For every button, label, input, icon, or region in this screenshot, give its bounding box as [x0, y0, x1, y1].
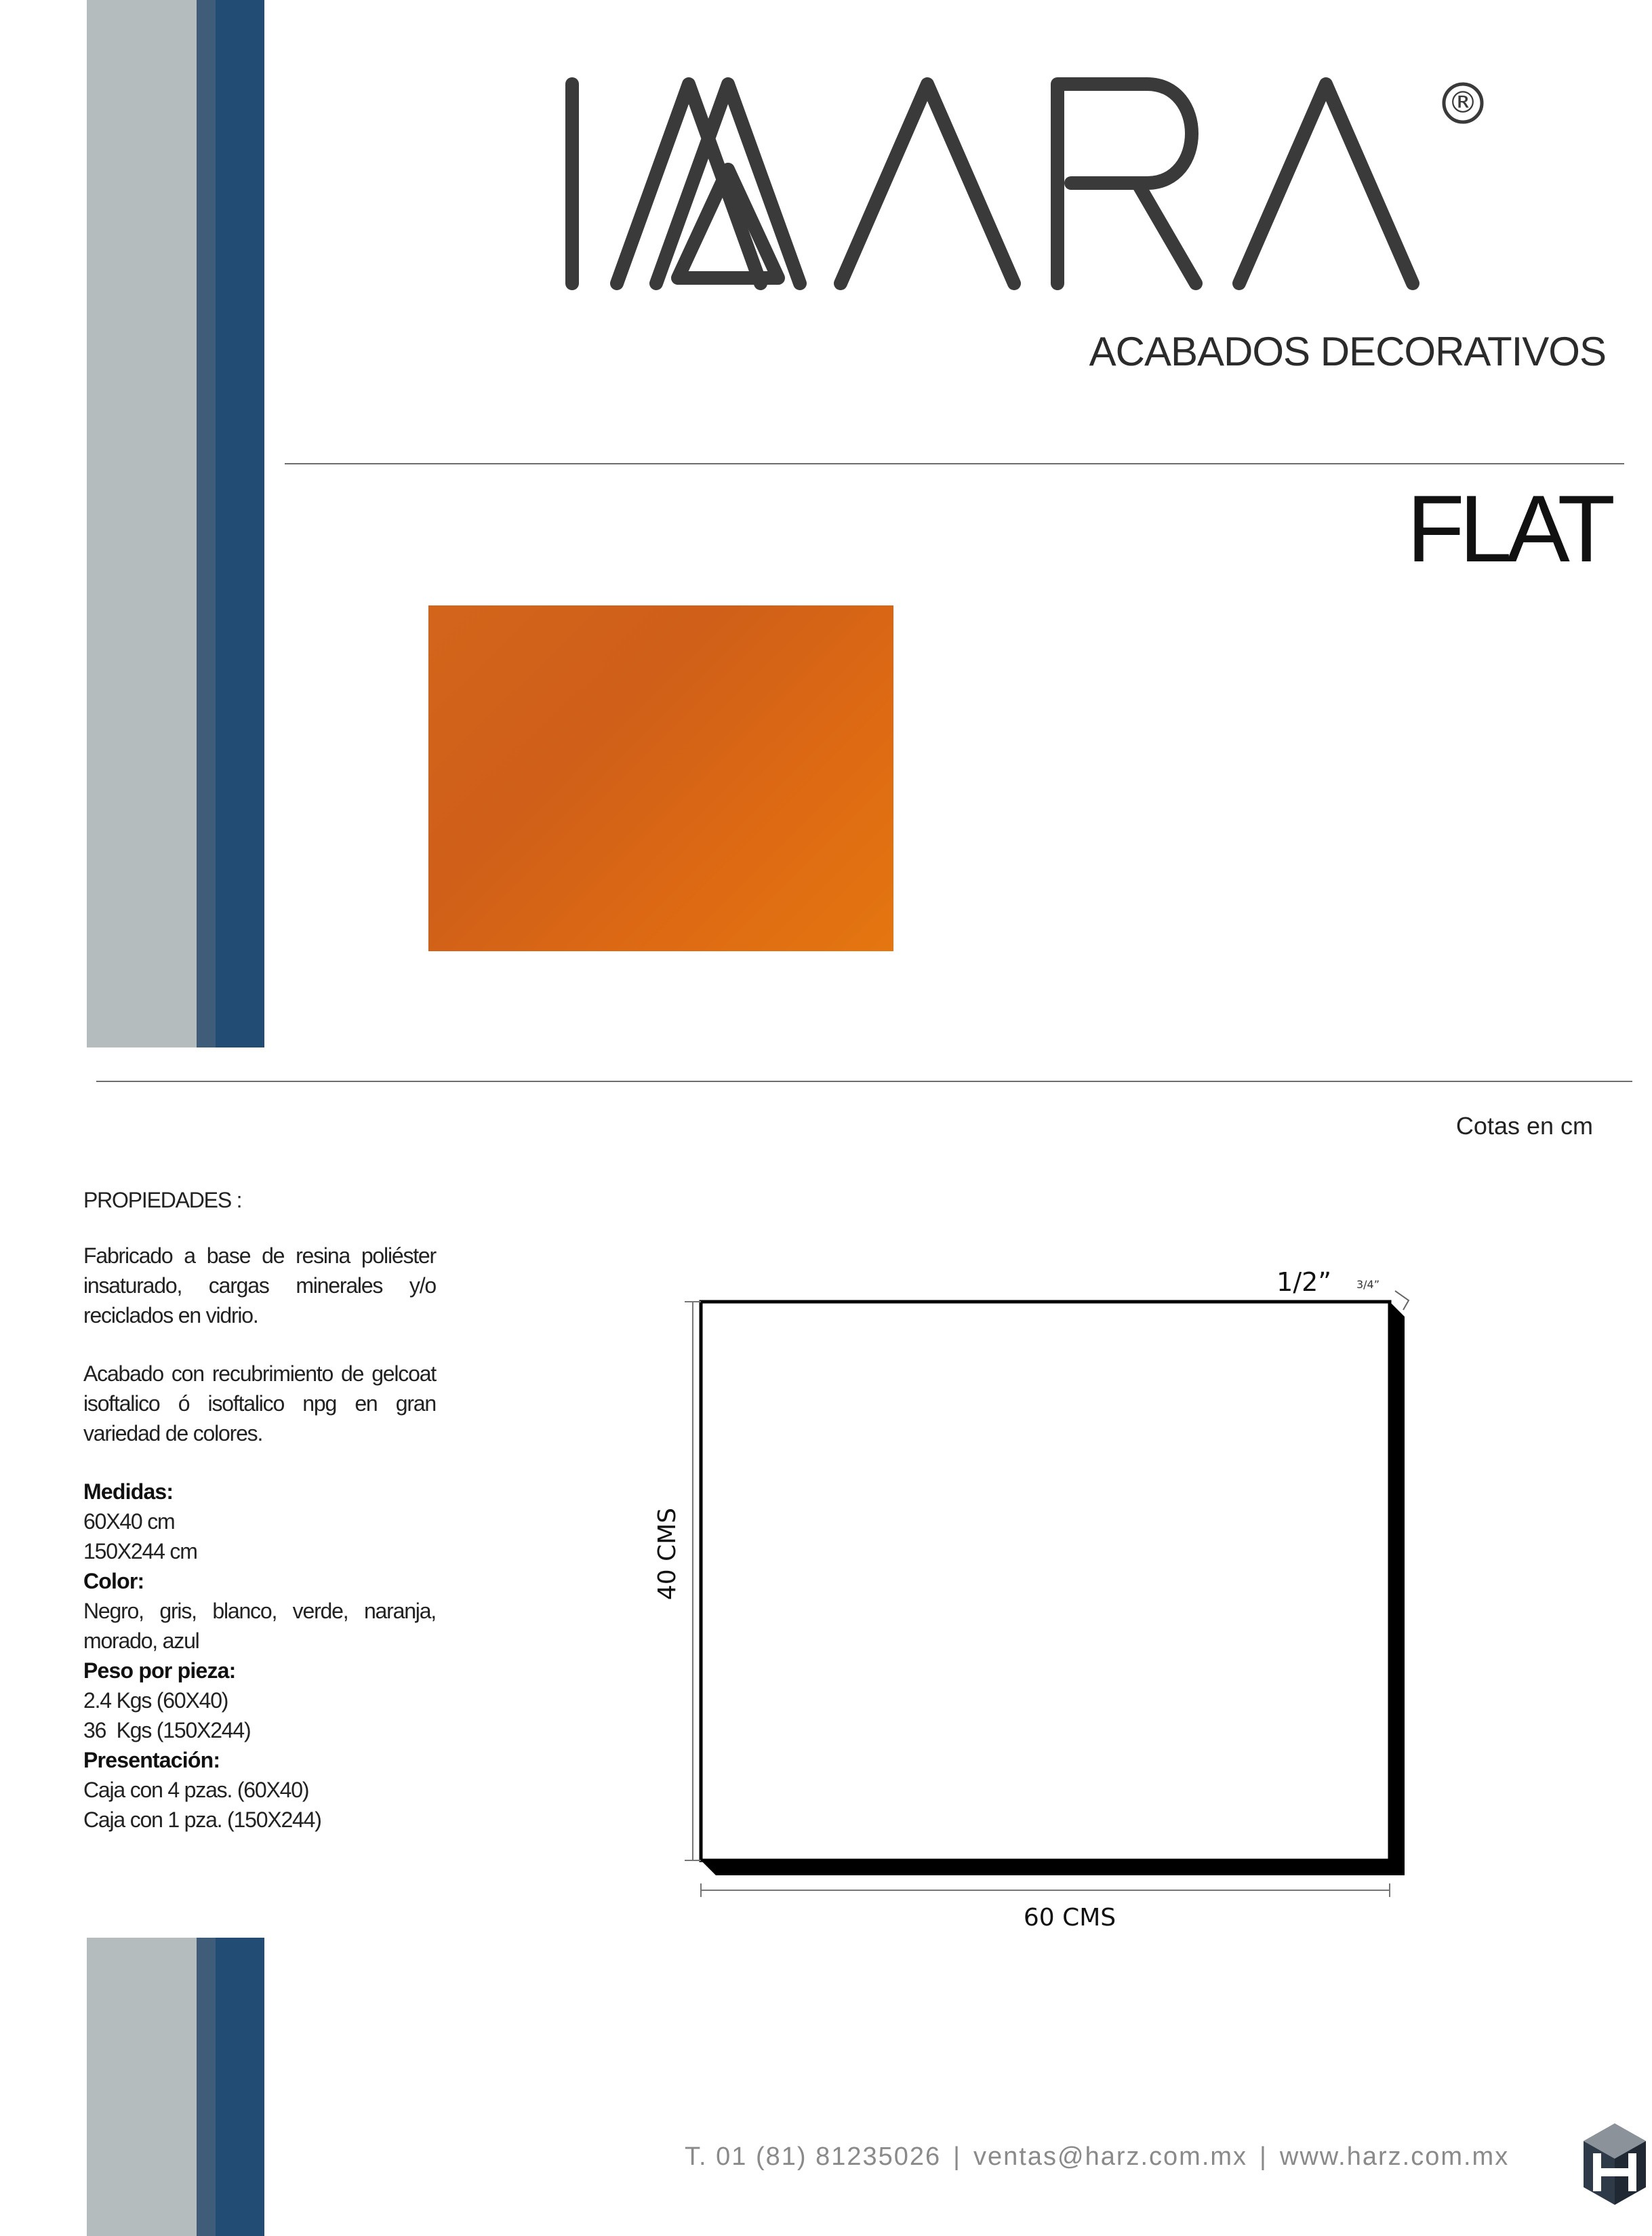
presentation-item: Caja con 1 pza. (150X244)	[83, 1808, 321, 1832]
width-label: 60 CMS	[1023, 1904, 1116, 1932]
edge-bevel	[1395, 1291, 1409, 1310]
edge-label: 3/4”	[1356, 1278, 1379, 1291]
measure-item: 60X40 cm	[83, 1509, 175, 1534]
footer-phone: T. 01 (81) 81235026	[685, 2142, 942, 2171]
decorative-stripe-blue-bottom	[216, 1938, 264, 2236]
weight-item: 36 Kgs (150X244)	[83, 1718, 251, 1742]
properties-heading: PROPIEDADES :	[83, 1188, 242, 1212]
weight-item: 2.4 Kgs (60X40)	[83, 1688, 228, 1713]
properties-panel	[83, 1185, 436, 1835]
footer-email[interactable]: ventas@harz.com.mx	[973, 2142, 1248, 2171]
weight-label: Peso por pieza:	[83, 1658, 236, 1683]
product-swatch	[428, 605, 893, 951]
color-label: Color:	[83, 1569, 144, 1593]
measure-item: 150X244 cm	[83, 1539, 197, 1563]
properties-description-1: Fabricado a base de resina poliéster insaturado, cargas minerales y/o reciclados en vidrio.	[83, 1243, 436, 1327]
presentation-item: Caja con 4 pzas. (60X40)	[83, 1778, 309, 1802]
footer-contact	[685, 2142, 1539, 2172]
registered-mark: ®	[1448, 85, 1478, 120]
brand-tagline: ACABADOS DECORATIVOS	[1089, 329, 1606, 374]
color-list: Negro, gris, blanco, verde, naranja, morado, azul	[83, 1599, 436, 1653]
panel-thickness-shadow	[1390, 1302, 1405, 1875]
decorative-stripe-slate-top	[197, 0, 216, 1047]
units-note: Cotas en cm	[1455, 1112, 1593, 1140]
header-divider	[285, 463, 1624, 464]
properties-description-2: Acabado con recubrimiento de gelcoat isoftalico ó isoftalico npg en gran variedad de colores.	[83, 1361, 436, 1445]
harz-logo-icon	[1578, 2121, 1651, 2208]
footer-website[interactable]: www.harz.com.mx	[1279, 2142, 1510, 2171]
panel-face	[701, 1302, 1390, 1860]
dimension-drawing	[637, 1247, 1491, 1932]
footer-separator: |	[953, 2142, 962, 2171]
section-divider	[96, 1081, 1632, 1082]
decorative-stripe-gray-top	[87, 0, 197, 1047]
measures-label: Medidas:	[83, 1479, 174, 1504]
decorative-stripe-gray-bottom	[87, 1938, 197, 2236]
imara-logo	[556, 75, 1546, 298]
footer-separator: |	[1260, 2142, 1268, 2171]
thickness-label: 1/2”	[1276, 1267, 1331, 1297]
presentation-label: Presentación:	[83, 1748, 220, 1772]
height-label: 40 CMS	[653, 1507, 681, 1601]
decorative-stripe-blue-top	[216, 0, 264, 1047]
product-name: FLAT	[1407, 475, 1610, 582]
decorative-stripe-slate-bottom	[197, 1938, 216, 2236]
